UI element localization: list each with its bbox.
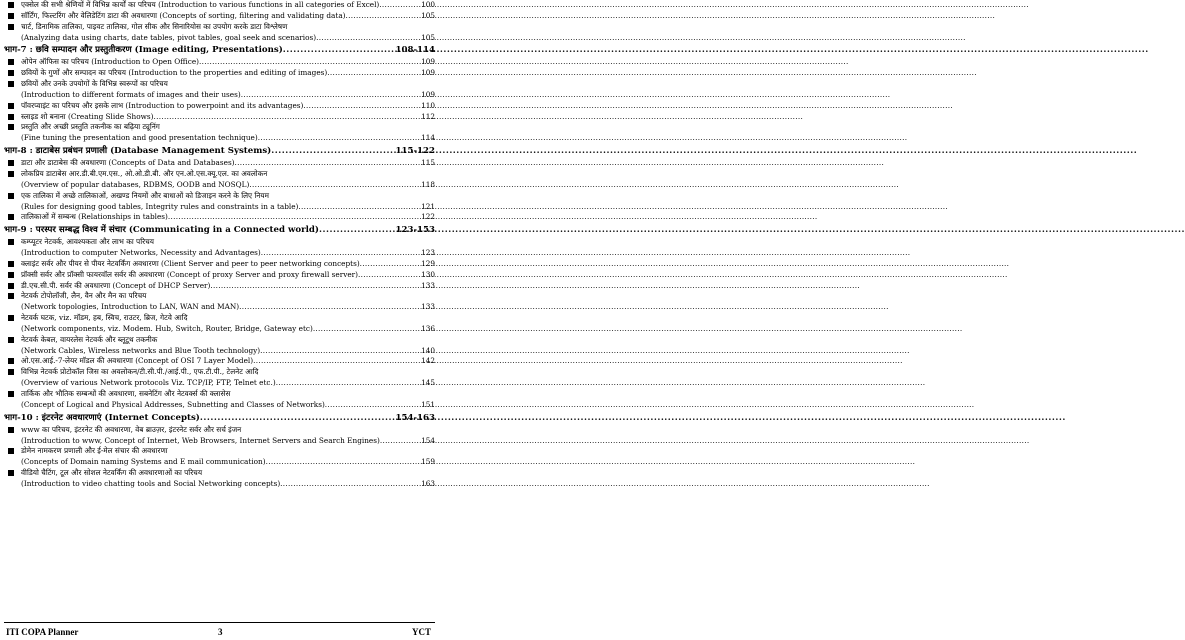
square-bullet-icon — [8, 427, 14, 433]
toc-entry-continuation — [4, 133, 435, 144]
dot-leader — [283, 43, 395, 57]
toc-entry — [4, 68, 435, 79]
toc-section-heading — [4, 43, 435, 57]
toc-page-number: 118 — [421, 179, 435, 189]
toc-entry — [4, 356, 435, 367]
dot-leader — [210, 281, 420, 292]
toc-entry — [4, 11, 435, 22]
dot-leader — [235, 158, 421, 169]
toc-page-number: 140 — [421, 345, 435, 355]
toc-entry-title: भाग-10 : इंटरनेट अवधारणाएं (Internet Concepts) — [4, 412, 200, 423]
toc-entry — [4, 367, 435, 378]
square-bullet-icon — [8, 160, 14, 166]
dot-leader — [241, 90, 420, 101]
square-bullet-icon — [8, 103, 14, 109]
square-bullet-icon — [8, 358, 14, 364]
toc-page-number: 112 — [421, 111, 435, 121]
toc-page-number: 115-122 — [395, 146, 435, 157]
toc-entry-title: एक्सेल की सभी श्रेणियों में विभिन्न कार्यों का परिचय (Introduction to various functions in all categories of Excel) — [21, 0, 380, 9]
toc-page-number: 129 — [421, 258, 435, 268]
toc-entry — [4, 468, 435, 479]
toc-page-number: 105 — [421, 32, 435, 42]
dot-leader — [249, 180, 420, 191]
dot-leader — [327, 68, 420, 79]
toc-entry-title: (Fine tuning the presentation and good presentation technique) — [21, 133, 258, 143]
square-bullet-icon — [8, 193, 14, 199]
toc-page-number: 109 — [421, 57, 435, 67]
toc-entry-continuation — [4, 324, 435, 335]
toc-page-number: 100 — [421, 0, 435, 9]
toc-entry-continuation — [4, 33, 435, 44]
square-bullet-icon — [8, 391, 14, 397]
toc-page-number: 110 — [421, 100, 435, 110]
square-bullet-icon — [8, 81, 14, 87]
toc-entry — [4, 158, 435, 169]
square-bullet-icon — [8, 239, 14, 245]
square-bullet-icon — [8, 214, 14, 220]
toc-entry — [4, 259, 435, 270]
toc-entry-title: (Concept of Logical and Physical Addresses, Subnetting and Classes of Networks) — [21, 399, 325, 409]
toc-page-number: 114 — [421, 133, 435, 143]
toc-entry-title: (Introduction to computer Networks, Necessity and Advantages) — [21, 248, 261, 258]
toc-entry-title: भाग-9 : परस्पर सम्बद्ध विश्व में संचार (Communicating in a Connected world) — [4, 225, 319, 236]
square-bullet-icon — [8, 337, 14, 343]
toc-entry-title: छवियों और उनके उपयोगों के विभिन्न स्वरूपों का परिचय — [21, 79, 168, 89]
dot-leader — [325, 400, 420, 411]
toc-entry-continuation — [4, 400, 435, 411]
toc-entry-title: स्लाइड शो बनाना (Creating Slide Shows) — [21, 111, 154, 121]
toc-page-number: 133 — [421, 302, 435, 312]
toc-entry — [4, 191, 435, 202]
dot-leader — [261, 248, 420, 259]
toc-entry-continuation — [4, 180, 435, 191]
toc-page-number: 133 — [421, 280, 435, 290]
toc-page-number: 123-153 — [395, 225, 435, 236]
toc-page-number: 130 — [421, 269, 435, 279]
toc-entry — [4, 270, 435, 281]
toc-entry-title: एक तालिका में अच्छे तालिकाओं, अखण्ड नियमों और बाधाओं को डिजाइन करने के लिए नियम — [21, 190, 269, 200]
toc-entry-continuation — [4, 248, 435, 259]
dot-leader — [303, 101, 420, 112]
toc-entry-title: नेटवर्क केबल, वायरलेस नेटवर्क और ब्लूटूथ तकनीक — [21, 334, 158, 344]
toc-entry-title: चार्ट, डिनामिक तालिका, पाइवट तालिका, गोल सीक और सिनारियोस का उपयोग करके डाटा विश्लेषण — [21, 21, 288, 31]
square-bullet-icon — [8, 171, 14, 177]
toc-entry — [4, 101, 435, 112]
toc-entry — [4, 237, 435, 248]
table-of-contents — [4, 0, 435, 490]
toc-entry-title: प्रस्तुति और अच्छी प्रस्तुति तकनीक का बढ़िया ट्यूनिंग — [21, 122, 160, 132]
toc-entry-title: तालिकाओं में सम्बन्ध (Relationships in tables) — [21, 212, 168, 222]
square-bullet-icon — [8, 124, 14, 130]
toc-entry-title: (Concepts of Domain naming Systems and E mail communication) — [21, 457, 266, 467]
toc-page-number: 154 — [421, 435, 435, 445]
toc-entry — [4, 0, 435, 11]
square-bullet-icon — [8, 470, 14, 476]
square-bullet-icon — [8, 59, 14, 65]
square-bullet-icon — [8, 13, 14, 19]
toc-entry-title: ओपेन ऑफिस का परिचय (Introduction to Open Office) — [21, 57, 199, 67]
toc-entry — [4, 291, 435, 302]
toc-page-number: 105 — [421, 10, 435, 20]
toc-entry-continuation — [4, 302, 435, 313]
toc-entry-title: (Analyzing data using charts, date tables, pivot tables, goal seek and scenarios) — [21, 32, 317, 42]
toc-entry-title: लोकप्रिय डाटाबेस आर.डी.बी.एम.एस., ओ.ओ.डी.बी. और एन.ओ.एस.क्यू.एल. का अवलोकन — [21, 168, 268, 178]
footer-page-number: 3 — [218, 627, 223, 637]
dot-leader — [276, 378, 420, 389]
toc-page-number: 122 — [421, 212, 435, 222]
toc-entry-title: भाग-8 : डाटाबेस प्रबंधन प्रणाली (Database Management Systems) — [4, 146, 272, 157]
toc-entry-continuation — [4, 378, 435, 389]
square-bullet-icon — [8, 293, 14, 299]
toc-page-number: 163 — [421, 478, 435, 488]
square-bullet-icon — [8, 2, 14, 8]
toc-page-number: 123 — [421, 248, 435, 258]
dot-leader — [266, 457, 420, 468]
toc-entry-title: सॉर्टिंग, फिल्टरिंग और वेलिडेटिंग डाटा की अवधारणा (Concepts of sorting, filtering and validating data) — [21, 10, 346, 20]
toc-entry-title: डी.एच.सी.पी. सर्वर की अवधारणा (Concept of DHCP Server) — [21, 280, 211, 290]
toc-entry — [4, 212, 435, 223]
dot-leader — [319, 223, 395, 237]
toc-entry-title: प्रॉक्सी सर्वर और प्रॉक्सी फायरवॉल सर्वर की अवधारणा (Concept of proxy Server and proxy firewall server) — [21, 269, 358, 279]
dot-leader — [200, 411, 395, 425]
dot-leader — [380, 436, 420, 447]
toc-page-number: 109 — [421, 68, 435, 78]
toc-section-heading — [4, 223, 435, 237]
dot-leader — [239, 302, 420, 313]
dot-leader — [153, 112, 420, 123]
toc-page-number: 145 — [421, 378, 435, 388]
toc-entry-continuation — [4, 202, 435, 213]
toc-entry-title: (Network Cables, Wireless networks and Blue Tooth technology) — [21, 345, 261, 355]
toc-entry-title: ओ.एस.आई.-7-लेयर मॉडल की अवधारणा (Concept of OSI 7 Layer Model) — [21, 356, 254, 366]
toc-entry — [4, 22, 435, 33]
toc-page — [0, 0, 441, 640]
toc-page-number: 154-163 — [395, 412, 435, 423]
dot-leader — [253, 356, 420, 367]
toc-entry — [4, 335, 435, 346]
toc-page-number: 159 — [421, 457, 435, 467]
footer-book-title: ITI COPA Planner — [6, 627, 79, 637]
toc-entry-continuation — [4, 479, 435, 490]
toc-entry-title: भाग-7 : छवि सम्पादन और प्रस्तुतीकरण (Image editing, Presentations) — [4, 45, 283, 56]
toc-entry — [4, 313, 435, 324]
toc-entry-continuation — [4, 90, 435, 101]
footer-publisher: YCT — [411, 627, 431, 637]
square-bullet-icon — [8, 261, 14, 267]
toc-page-number: 151 — [421, 399, 435, 409]
toc-entry-continuation — [4, 457, 435, 468]
toc-section-heading — [4, 411, 435, 425]
dot-leader — [298, 202, 420, 213]
toc-entry-title: तार्किक और भौतिक सम्बन्धों की अवधारणा, सबनेटिंग और नेटवर्क्स की क्लासेस — [21, 389, 231, 398]
toc-entry-continuation — [4, 436, 435, 447]
toc-entry-title: (Introduction to different formats of images and their uses) — [21, 89, 241, 99]
toc-entry-title: नेटवर्क टोपोलॉजी, लैन, वैन और मैन का परिचय — [21, 291, 147, 301]
toc-entry — [4, 389, 435, 400]
toc-section-heading — [4, 144, 435, 158]
toc-entry — [4, 169, 435, 180]
toc-page-number: 109 — [421, 89, 435, 99]
toc-entry-title: क्लाइंट सर्वर और पीयर से पीयर नेटवर्किंग अवधारणा (Client Server and peer to peer networking concepts) — [21, 258, 360, 268]
square-bullet-icon — [8, 283, 14, 289]
toc-entry-title: पॉवरप्वाइंट का परिचय और इसके लाभ (Introduction to powerpoint and its advantages) — [21, 100, 304, 110]
dot-leader — [346, 11, 421, 22]
dot-leader — [360, 259, 420, 270]
dot-leader — [199, 57, 420, 68]
toc-page-number: 108-114 — [395, 45, 435, 56]
toc-entry-title: छवियों के गुणों और सम्पादन का परिचय (Introduction to the properties and editing of images) — [21, 68, 328, 78]
toc-entry — [4, 57, 435, 68]
toc-entry-title: (Introduction to video chatting tools and Social Networking concepts) — [21, 478, 281, 488]
toc-entry-title: नेटवर्क घटक, viz. मॉडम, हब, स्विच, राउटर, ब्रिज, गेटवे आदि — [21, 313, 188, 323]
toc-entry-title: कम्प्यूटर नेटवर्क, आवश्यकता और लाभ का परिचय — [21, 237, 154, 247]
square-bullet-icon — [8, 114, 14, 120]
square-bullet-icon — [8, 24, 14, 30]
toc-entry-title: डाटा और डाटाबेस की अवधारणा (Concepts of Data and Databases) — [21, 158, 235, 168]
dot-leader — [313, 324, 420, 335]
toc-entry — [4, 79, 435, 90]
toc-entry-title: (Overview of popular databases, RDBMS, OODB and NOSQL) — [21, 179, 250, 189]
toc-page-number: 121 — [421, 201, 435, 211]
toc-entry-title: (Overview of various Network protocols Viz. TCP/IP, FTP, Telnet etc.) — [21, 378, 276, 388]
dot-leader — [316, 33, 420, 44]
toc-entry-title: वीडियो चैटिंग, टूल और सोशल नेटवर्किंग की अवधारणाओं का परिचय — [21, 468, 203, 478]
dot-leader — [260, 346, 420, 357]
square-bullet-icon — [8, 448, 14, 454]
dot-leader — [358, 270, 420, 281]
square-bullet-icon — [8, 315, 14, 321]
dot-leader — [379, 0, 420, 11]
toc-entry-title: डोमेन नामकरण प्रणाली और ई-मेल संचार की अवधारणा — [21, 446, 168, 456]
dot-leader — [258, 133, 420, 144]
dot-leader — [280, 479, 420, 490]
square-bullet-icon — [8, 272, 14, 278]
toc-entry-title: (Network topologies, Introduction to LAN, WAN and MAN) — [21, 302, 240, 312]
toc-entry-title: (Introduction to www, Concept of Internet, Web Browsers, Internet Servers and Search Engines) — [21, 435, 380, 445]
toc-entry — [4, 112, 435, 123]
toc-page-number: 115 — [421, 158, 435, 168]
toc-entry — [4, 446, 435, 457]
toc-entry-title: (Rules for designing good tables, Integrity rules and constraints in a table) — [21, 201, 299, 211]
toc-page-number: 142 — [421, 356, 435, 366]
toc-entry — [4, 122, 435, 133]
dot-leader — [271, 144, 394, 158]
square-bullet-icon — [8, 70, 14, 76]
toc-entry-title: (Network components, viz. Modem. Hub, Switch, Router, Bridge, Gateway etc) — [21, 323, 313, 333]
toc-entry-title: www का परिचय, इंटरनेट की अवधारणा, वेब ब्राउज़र, इंटरनेट सर्वर और सर्च इंजन — [21, 424, 242, 434]
dot-leader — [168, 212, 420, 223]
toc-entry-title: विभिन्न नेटवर्क प्रोटोकॉल जिस का अवलोकन/टी.सी.पी./आई.पी., एफ.टी.पी., टेलनेट आदि — [21, 367, 259, 377]
toc-entry — [4, 425, 435, 436]
page-footer — [4, 622, 435, 637]
toc-entry — [4, 281, 435, 292]
toc-entry-continuation — [4, 346, 435, 357]
square-bullet-icon — [8, 369, 14, 375]
toc-page-number: 136 — [421, 323, 435, 333]
